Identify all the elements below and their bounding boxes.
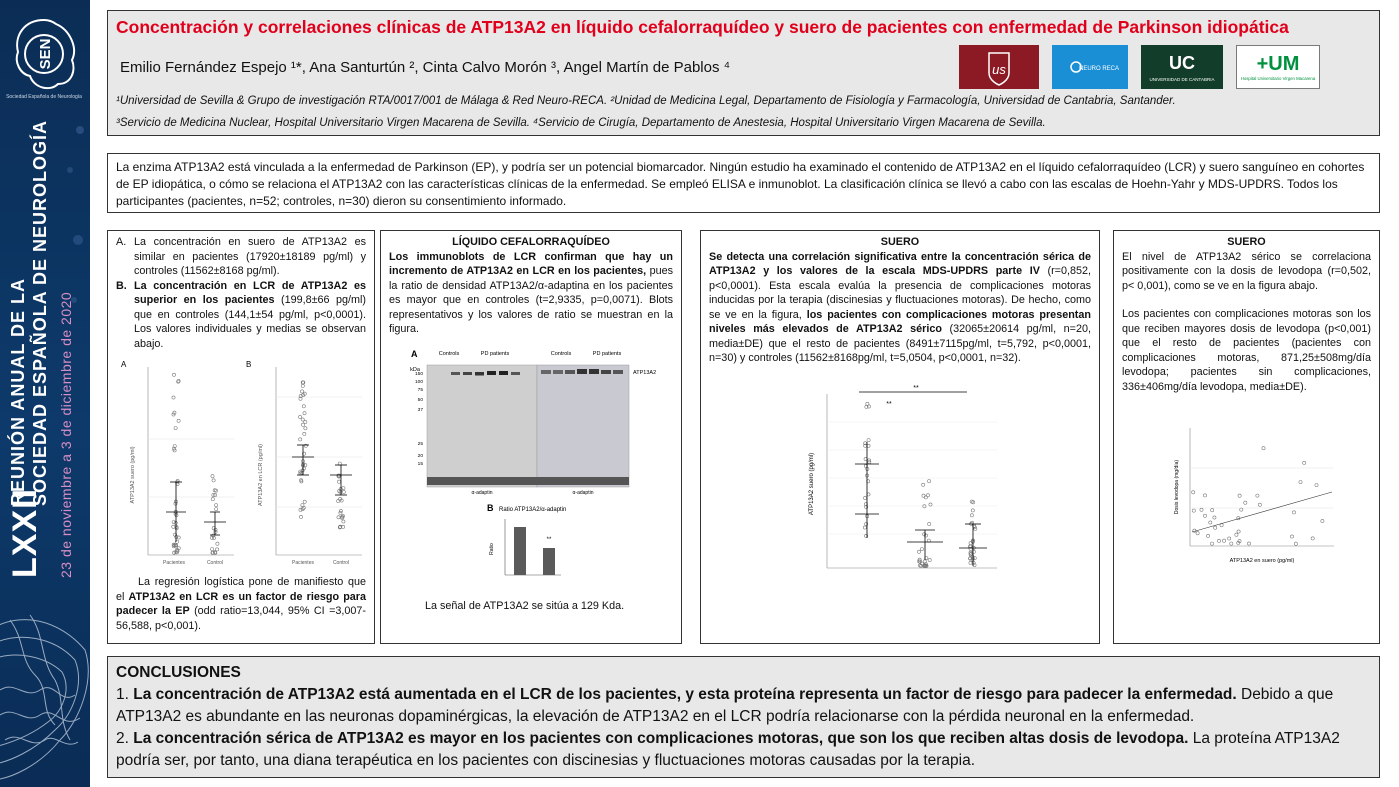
blot-marker-label: 150 (414, 371, 423, 377)
data-point (1247, 542, 1250, 545)
data-point (1262, 447, 1265, 450)
poster-title: Concentración y correlaciones clínicas de ATP13A2 en líquido cefalorraquídeo y suero de pacientes con enfermedad de Parkinson idiopática (116, 17, 1289, 37)
column-serum-levodopa (1113, 230, 1380, 644)
data-point (1192, 509, 1195, 512)
ratio-sig: ** (546, 536, 552, 543)
us-logo-text: us (992, 62, 1006, 77)
data-point (303, 500, 306, 503)
regression-pre: La regresión logística pone de manifiesto que el (116, 576, 366, 603)
data-point (301, 423, 304, 426)
data-point (303, 432, 306, 435)
data-point (172, 396, 175, 399)
data-point (174, 502, 177, 505)
meeting-roman: LXXII (6, 487, 44, 578)
data-point (1292, 511, 1295, 514)
conclusion-2-num: 2. (116, 730, 134, 747)
regression-bold: ATP13A2 en LCR es un factor de riesgo para padecer la EP (116, 590, 366, 617)
data-point (304, 464, 307, 467)
conclusion-1-rest: Debido a que ATP13A2 es abundante en las neuronas dopaminérgicas, la elevación de ATP13A2 en el LCR podría relacionarse con la pérdida neuronal en la enfermedad. (116, 686, 1334, 725)
blot-pd-label-1: PD patients (480, 350, 510, 357)
conclusions-title: CONCLUSIONES (116, 664, 241, 681)
data-point (174, 427, 177, 430)
data-point (1256, 494, 1259, 497)
ratio-ylabel: Ratio (489, 542, 495, 555)
data-point (301, 504, 304, 507)
fig-b-xlabel2: Control (332, 560, 350, 566)
fig-b-xlabel1: Pacientes (292, 560, 314, 566)
blot-controls-label-2: Controls (550, 350, 572, 357)
affiliation-line1: ¹Universidad de Sevilla & Grupo de investigación RTA/0017/001 de Málaga & Red Neuro-RECA. ²Unidad de Medicina Legal, Departamento de Fisiología y Farmacología, Universidad de Cantabria, Santander. (116, 95, 1176, 107)
data-point (863, 525, 866, 528)
data-point (216, 542, 219, 545)
data-point (211, 475, 214, 478)
blot-marker-label: 37 (417, 407, 423, 413)
data-point (1203, 514, 1206, 517)
data-point (929, 502, 932, 505)
finding-b-marker: B. (116, 279, 127, 292)
data-point (917, 550, 920, 553)
fig-a-xlabel2: Control (206, 560, 224, 566)
uc-logo (1141, 45, 1223, 89)
data-point (1192, 491, 1195, 494)
data-point (1294, 542, 1297, 545)
dotplot-figure (116, 357, 366, 569)
serum-text-rest2: (32065±20614 pg/ml, n=20, media±DE) que el resto de pacientes (8491±7115pg/ml, t=5,792, p<0,0001, n=30) y controles (11562±8168pg/ml, t=5,0504, p<0,0001, n=32). (709, 323, 1091, 364)
meeting-dates: 23 de noviembre a 3 de diciembre de 2020 (58, 291, 74, 578)
data-point (1213, 516, 1216, 519)
conclusion-2-rest: La proteína ATP13A2 podría ser, por tanto, una diana terapéutica en los pacientes con discinesias y fluctuaciones motoras causadas por la terapia. (116, 730, 1340, 769)
poster-header (107, 10, 1380, 136)
csf-text (389, 250, 673, 337)
data-point (211, 548, 214, 551)
data-point (928, 522, 931, 525)
hospital-logo (1236, 45, 1320, 89)
uc-logo-subtext: UNIVERSIDAD DE CANTABRIA (1149, 77, 1215, 82)
data-point (1238, 494, 1241, 497)
fig-a-label: A (121, 360, 127, 369)
data-point (299, 508, 302, 511)
data-point (970, 513, 973, 516)
blot-pd-label-2: PD patients (592, 350, 622, 357)
data-point (215, 508, 218, 511)
data-point (302, 405, 305, 408)
data-point (1321, 519, 1324, 522)
blot-adaptin-label-2: α-adaptin (572, 489, 594, 496)
data-point (1207, 534, 1210, 537)
regression-text (116, 575, 366, 633)
data-point (1303, 461, 1306, 464)
data-point (212, 479, 215, 482)
data-point (215, 504, 218, 507)
serum-text-1 (709, 250, 1091, 366)
sen-logo-text: SEN (37, 38, 54, 70)
reca-logo-text: NEURO RECA (1078, 66, 1120, 72)
data-point (1223, 539, 1226, 542)
data-point (920, 547, 923, 550)
data-point (1258, 503, 1261, 506)
serum-sig1: ** (913, 384, 919, 392)
serum-title-2: SUERO (1227, 236, 1266, 248)
adaptin-band-2 (537, 477, 629, 485)
data-point (1209, 521, 1212, 524)
serum-text-bold2: los pacientes con complicaciones motoras presentan niveles más elevados de ATP13A2 sérico (709, 308, 1091, 335)
blot-adaptin-label-1: α-adaptin (471, 489, 493, 496)
fig-a-plot (130, 367, 234, 566)
data-point (1240, 508, 1243, 511)
fig-b-ylabel: ATP13A2 en LCR (pg/ml) (258, 444, 264, 506)
data-point (969, 561, 972, 564)
fig-a-ylabel: ATP13A2 suero (pg/ml) (130, 446, 136, 504)
blot-marker-label: 20 (417, 453, 423, 459)
data-point (1214, 526, 1217, 529)
blot-marker-label: 15 (417, 461, 423, 467)
data-point (1211, 509, 1214, 512)
blot-marker-label: 75 (417, 387, 423, 393)
finding-a-marker: A. (116, 236, 127, 248)
data-point (928, 479, 931, 482)
serum-grid (827, 422, 997, 534)
sidebar-banner (0, 0, 90, 787)
blot-caption: La señal de ATP13A2 se sitúa a 129 Kda. (425, 599, 625, 612)
levodopa-text1: El nivel de ATP13A2 sérico se correlaciona positivamente con la dosis de levodopa (r=0,502, p< 0,001), como se ve en la figura abajo. (1122, 250, 1371, 292)
data-point (1244, 501, 1247, 504)
finding-b-text: (199,8±66 pg/ml) que en controles (144,1±54 pg/ml, p<0,0001). Los valores individuales y medias se observan abajo. (134, 294, 366, 350)
data-point (864, 496, 867, 499)
blot-kda-label: kDa (410, 366, 420, 373)
reca-logo (1052, 45, 1128, 89)
data-point (1200, 508, 1203, 511)
meeting-line2: SOCIEDAD ESPAÑOLA DE NEUROLOGÍA (30, 119, 50, 506)
blot-a-label: A (411, 348, 418, 359)
data-point (172, 373, 175, 376)
serum-title-1: SUERO (880, 236, 920, 248)
data-point (337, 499, 340, 502)
ratio-title: Ratio ATP13A2/α-adaptin (499, 506, 567, 513)
ratio-b-label: B (487, 502, 494, 513)
levodopa-text2: Los pacientes con complicaciones motoras son los que reciben mayores dosis de levodopa (p<0,001) que el resto de pacientes (pacientes con complicaciones motoras, 871,25±508mg/día levodopa; pacientes sin complicaciones, 336±406mg/día levodopa, media±DE). (1122, 308, 1371, 393)
data-point (1237, 530, 1240, 533)
ratio-bar-patients (514, 527, 526, 575)
data-point (304, 420, 307, 423)
data-point (300, 390, 303, 393)
data-point (301, 384, 304, 387)
data-point (1203, 494, 1206, 497)
blot-marker-label: 50 (417, 397, 423, 403)
data-point (299, 438, 302, 441)
serum-text-rest1: (r=0,852, p<0,0001). Esta escala evalúa la presencia de complicaciones motoras inducidas por la terapia (discinesias y fluctuaciones motoras). De hecho, como se ve en la figura, (709, 265, 1092, 321)
column-serum-updrs (700, 230, 1100, 644)
data-point (299, 415, 302, 418)
uc-logo-text: UC (1169, 53, 1195, 73)
data-point (216, 548, 219, 551)
data-point (1196, 532, 1199, 535)
data-point (337, 516, 340, 519)
ratio-bar-controls (543, 548, 555, 575)
data-point (864, 444, 867, 447)
serum-dotplot (709, 384, 1093, 584)
csf-text-rest: pues la ratio de densidad ATP13A2/α-adaptina en los pacientes es mayor que en controles (t=2,9335, p=0,0071). Blots representativos y los valores de ratio se muestran en la figura. (389, 265, 673, 335)
blot-marker-label: 100 (414, 379, 423, 385)
csf-text-bold: Los immunoblots de LCR confirman que hay un incremento de ATP13A2 en LCR en los pacientes, (389, 250, 673, 277)
finding-b (116, 279, 366, 352)
data-point (922, 483, 925, 486)
conclusions (107, 656, 1380, 778)
data-point (177, 419, 180, 422)
serum-sig2: ** (886, 400, 892, 408)
blot-markers (415, 371, 423, 467)
brain-illustration (0, 590, 90, 787)
data-point (1235, 533, 1238, 536)
serum-ylabel: ATP13A2 suero (pg/ml) (809, 452, 815, 515)
us-logo (959, 45, 1039, 89)
data-point (928, 558, 931, 561)
data-point (1230, 542, 1233, 545)
regression-post: (odd ratio=13,044, 95% CI =3,007-56,588, p<0,001). (116, 605, 366, 632)
authors: Emilio Fernández Espejo ¹*, Ana Santurtún ², Cinta Calvo Morón ³, Angel Martín de Pablos ⁴ (120, 59, 731, 76)
fig-b-plot (258, 367, 362, 566)
data-point (866, 402, 869, 405)
data-point (1311, 537, 1314, 540)
meeting-vertical-text (0, 18, 90, 578)
conclusion-2-bold: La concentración sérica de ATP13A2 es mayor en los pacientes con complicaciones motoras, que son los que reciben altas dosis de levodopa. (133, 730, 1189, 747)
data-point (1210, 542, 1213, 545)
levodopa-xlabel: ATP13A2 en suero (pg/ml) (1229, 558, 1295, 564)
column-csf-serum-levels (107, 230, 375, 644)
conclusion-1 (116, 684, 1371, 728)
blot-panel-2 (537, 365, 629, 487)
levodopa-ylabel: Dosis levodopa (mg/día) (1174, 459, 1180, 515)
blot-controls-label-1: Controls (438, 350, 460, 357)
conclusion-1-num: 1. (116, 686, 134, 703)
data-point (1315, 484, 1318, 487)
blot-panel-1 (427, 365, 537, 487)
hospital-logo-subtext: Hospital Universitario Virgen Macarena (1240, 76, 1316, 81)
serum-text-bold1: Se detecta una correlación significativa entre la concentración sérica de ATP13A2 y los valores de la escala MDS-UPDRS parte IV (709, 250, 1091, 277)
data-point (338, 480, 341, 483)
data-point (1290, 535, 1293, 538)
conclusion-1-bold: La concentración de ATP13A2 está aumentada en el LCR de los pacientes, y esta proteína representa un factor de riesgo para padecer la enfermedad. (133, 686, 1237, 703)
column-csf (380, 230, 682, 644)
data-point (211, 498, 214, 501)
data-point (1217, 539, 1220, 542)
data-point (971, 508, 974, 511)
finding-a-text: La concentración en suero de ATP13A2 es similar en pacientes (17920±18189 pg/ml) y controles (11562±8168 pg/ml). (134, 236, 366, 277)
sen-logo-subtext: Sociedad Española de Neurología (6, 94, 82, 100)
levodopa-scatter (1122, 420, 1372, 570)
finding-a (116, 235, 366, 279)
data-point (304, 427, 307, 430)
meeting-line1: REUNIÓN ANUAL DE LA (8, 277, 28, 506)
data-point (342, 520, 345, 523)
data-point (1228, 537, 1231, 540)
regression-line (1192, 492, 1332, 532)
data-point (301, 418, 304, 421)
conclusion-2 (116, 728, 1371, 772)
adaptin-band-1 (427, 477, 537, 485)
data-point (172, 521, 175, 524)
data-point (867, 438, 870, 441)
affiliation-line2: ³Servicio de Medicina Nuclear, Hospital Universitario Virgen Macarena de Sevilla. ⁴Servicio de Cirugía, Departamento de Anestesia, Hospital Universitario Virgen Macarena de Sevilla. (116, 117, 1046, 129)
data-point (299, 515, 302, 518)
blot-marker-label: 25 (417, 441, 423, 447)
data-point (1299, 481, 1302, 484)
data-point (342, 490, 345, 493)
csf-title: LÍQUIDO CEFALORRAQUÍDEO (452, 236, 610, 248)
finding-b-bold: La concentración en LCR de ATP13A2 es superior en los pacientes (134, 279, 366, 306)
data-point (172, 525, 175, 528)
fig-b-label: B (246, 360, 252, 369)
fig-a-xlabel1: Pacientes (163, 560, 185, 566)
introduction: La enzima ATP13A2 está vinculada a la enfermedad de Parkinson (EP), y podría ser un potencial biomarcador. Ningún estudio ha examinado el contenido de ATP13A2 en el líquido cefalorraquídeo (LCR) y suero sanguíneo en cohortes de EP idiopática, o cómo se relaciona el ATP13A2 con las características clínicas de la enfermedad. Se empleó ELISA e inmunoblot. La clasificación clínica se llevó a cabo con las escalas de Hoehn-Yahr y MDS-UPDRS. Todos los participantes (pacientes, n=52; controles, n=30) dieron su consentimiento informado. (107, 153, 1380, 213)
immunoblot-figure (389, 345, 675, 593)
data-point (303, 412, 306, 415)
data-point (924, 495, 927, 498)
blot-atp-label: ATP13A2 (633, 369, 657, 376)
hospital-logo-text: +UM (1256, 53, 1300, 75)
data-point (339, 511, 342, 514)
findings-list (116, 235, 366, 351)
